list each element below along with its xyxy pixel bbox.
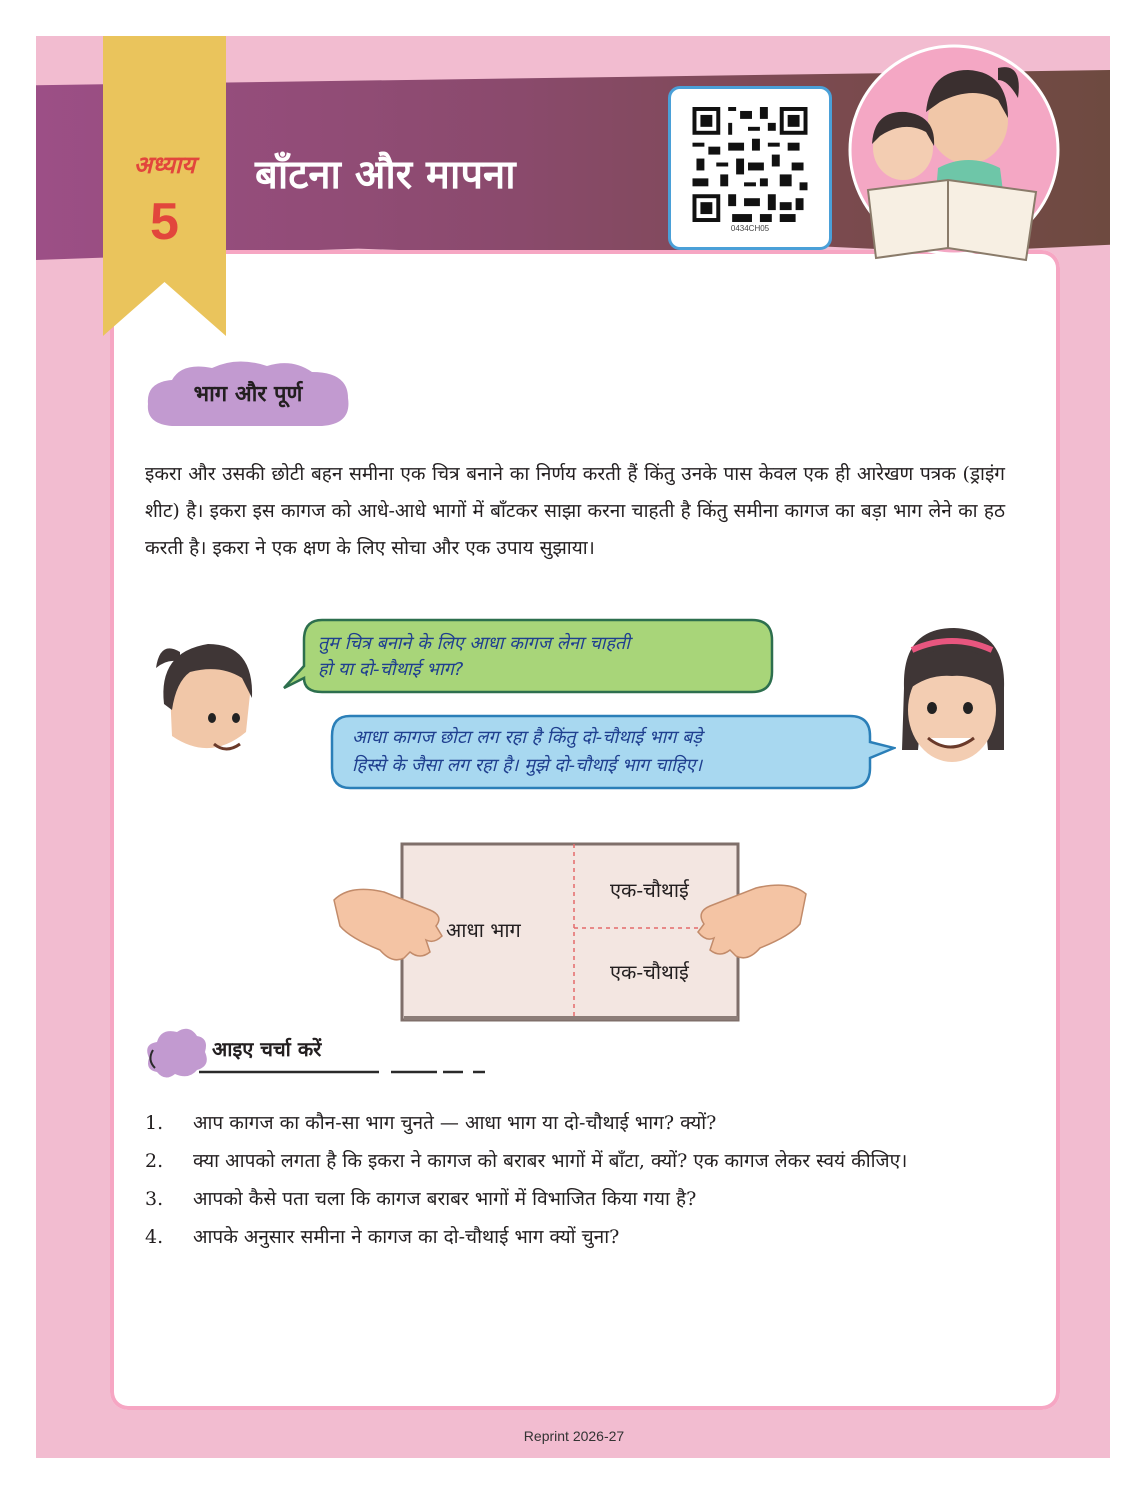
quarter-top-label: एक-चौथाई	[610, 878, 689, 902]
question-item	[145, 1219, 975, 1255]
question-item	[145, 1105, 975, 1141]
bubble1-line2: हो या दो-चौथाई भाग?	[318, 659, 464, 680]
bubble2-line2: हिस्से के जैसा लग रहा है। मुझे दो-चौथाई भाग चाहिए।	[352, 755, 703, 776]
chapter-word: अध्याय	[133, 150, 196, 179]
bubble1-line1: तुम चित्र बनाने के लिए आधा कागज लेना चाहती	[318, 633, 630, 654]
half-label: आधा भाग	[446, 918, 521, 942]
question-text: आपके अनुसार समीना ने कागज का दो-चौथाई भाग क्यों चुना?	[193, 1226, 620, 1248]
question-number: 3.	[145, 1188, 164, 1210]
question-number: 2.	[145, 1150, 164, 1172]
section-heading	[142, 358, 354, 432]
question-item	[145, 1143, 975, 1179]
question-number: 1.	[145, 1112, 164, 1134]
bubble2-line1: आधा कागज छोटा लग रहा है किंतु दो-चौथाई भाग बड़े	[352, 727, 703, 748]
quarter-bottom-label: एक-चौथाई	[610, 960, 689, 984]
qr-code-icon	[691, 107, 809, 222]
question-text: आपको कैसे पता चला कि कागज बराबर भागों में विभाजित किया गया है?	[193, 1188, 697, 1210]
intro-paragraph: इकरा और उसकी छोटी बहन समीना एक चित्र बनाने का निर्णय करती हैं किंतु उनके पास केवल एक ही आरेखण पत्रक (ड्राइंग शीट) है। इकरा इस कागज को आधे-आधे भागों में बाँटकर साझा करना चाहती है किंतु समीना कागज का बड़ा भाग लेने का हठ करती है। इकरा ने एक क्षण के लिए सोचा और एक उपाय सुझाया।	[145, 463, 1005, 559]
qr-caption: 0434CH05	[730, 224, 770, 233]
chapter-number: 5	[150, 193, 179, 251]
sameena-face-illustration	[888, 618, 1018, 778]
qr-code-card[interactable]	[668, 86, 832, 250]
question-list	[145, 1105, 975, 1257]
reprint-footer: Reprint 2026-27	[523, 1428, 625, 1444]
chapter-title: बाँटना और मापना	[255, 152, 516, 198]
discussion-heading: आइए चर्चा करें	[212, 1037, 322, 1061]
question-text: आप कागज का कौन-सा भाग चुनते — आधा भाग या दो-चौथाई भाग? क्यों?	[193, 1112, 717, 1134]
speech-bubble-blue	[330, 712, 896, 792]
girls-reading-illustration	[848, 40, 1060, 262]
question-item	[145, 1181, 975, 1217]
speech-bubble-green	[282, 616, 776, 696]
question-text: क्या आपको लगता है कि इकरा ने कागज को बराबर भागों में बाँटा, क्यों? एक कागज लेकर स्वयं कीजिए।	[193, 1150, 908, 1172]
section-heading-text: भाग और पूर्ण	[193, 382, 303, 407]
ikra-face-illustration	[150, 632, 260, 772]
question-number: 4.	[145, 1226, 164, 1248]
paper-division-diagram	[330, 840, 810, 1025]
